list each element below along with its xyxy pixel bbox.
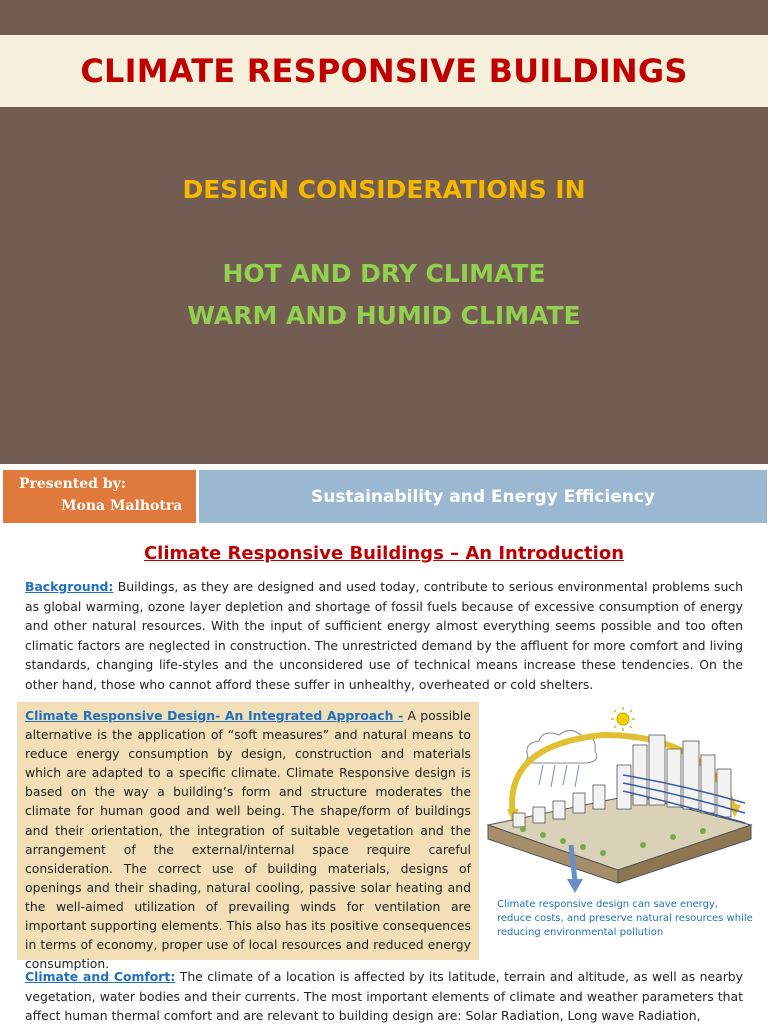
design-heading[interactable]: Climate Responsive Design- An Integrated Approach - — [25, 708, 404, 723]
subject-text: Sustainability and Energy Efficiency — [311, 486, 655, 507]
rain-lines — [539, 765, 579, 787]
presenter-box — [3, 470, 196, 523]
city-illustration-svg — [483, 705, 753, 897]
presenter-label: Presented by: — [19, 476, 126, 492]
top-strip — [0, 0, 768, 35]
presenter-name: Mona Malhotra — [61, 498, 183, 514]
intro-heading: Climate Responsive Buildings – An Introduction — [143, 543, 625, 564]
background-text: Buildings, as they are designed and used today, contribute to serious environmental problems such as global warming, ozone layer depletion and shortage of fossil fuels because of excessive consumption of energy and other natural resources. With the input of sufficient energy almost everything seems possible and too often climatic factors are neglected in construction. The unrestricted demand by the affluent for more comfort and living standards, changing life-styles and the unconsidered use of technical means increase these tendencies. On the other hand, those who cannot afford these suffer in unhealthy, overheated or cold shelters. — [25, 579, 743, 692]
comfort-paragraph — [25, 967, 743, 1026]
design-box — [17, 702, 479, 972]
hero-line-design-considerations: DESIGN CONSIDERATIONS IN — [182, 175, 586, 204]
figure-caption: Climate responsive design can save energy, reduce costs, and preserve natural resources while reducing environmental pollution — [497, 899, 753, 938]
comfort-heading[interactable]: Climate and Comfort: — [25, 969, 176, 984]
hero-line-hot-dry: HOT AND DRY CLIMATE — [222, 259, 546, 288]
hero-panel — [0, 107, 768, 464]
sun-icon — [611, 707, 635, 731]
hero-line-warm-humid: WARM AND HUMID CLIMATE — [187, 301, 581, 330]
comfort-text: The climate of a location is affected by its latitude, terrain and altitude, as well as nearby vegetation, water bodies and their currents. The most important elements of climate and weather parameters that affect human thermal comfort and are relevant to building design are: Solar Radiation, Long wave Radiation, — [25, 969, 743, 1023]
climate-city-illustration — [483, 705, 753, 897]
background-heading[interactable]: Background: — [25, 579, 114, 594]
page-title: CLIMATE RESPONSIVE BUILDINGS — [80, 52, 688, 90]
design-text: A possible alternative is the application of “soft measures” and natural means to reduce energy consumption by design, construction and materials which are adapted to a specific climate. Climate Responsive design is based on the way a building’s form and structure moderates the climate for human good and well being. The shape/form of buildings and their orientation, the integration of suitable vegetation and the arrangement of the external/internal space require careful consideration. The correct use of building materials, designs of openings and their shading, natural cooling, passive solar heating and the well-aimed utilization of prevailing winds for ventilation are important supporting elements. This also has its positive consequences in terms of economy, proper use of local resources and reduced energy consumption. — [25, 708, 471, 972]
background-paragraph — [25, 577, 743, 694]
subject-banner — [199, 470, 767, 523]
design-paragraph — [25, 706, 471, 973]
title-band — [0, 35, 768, 107]
